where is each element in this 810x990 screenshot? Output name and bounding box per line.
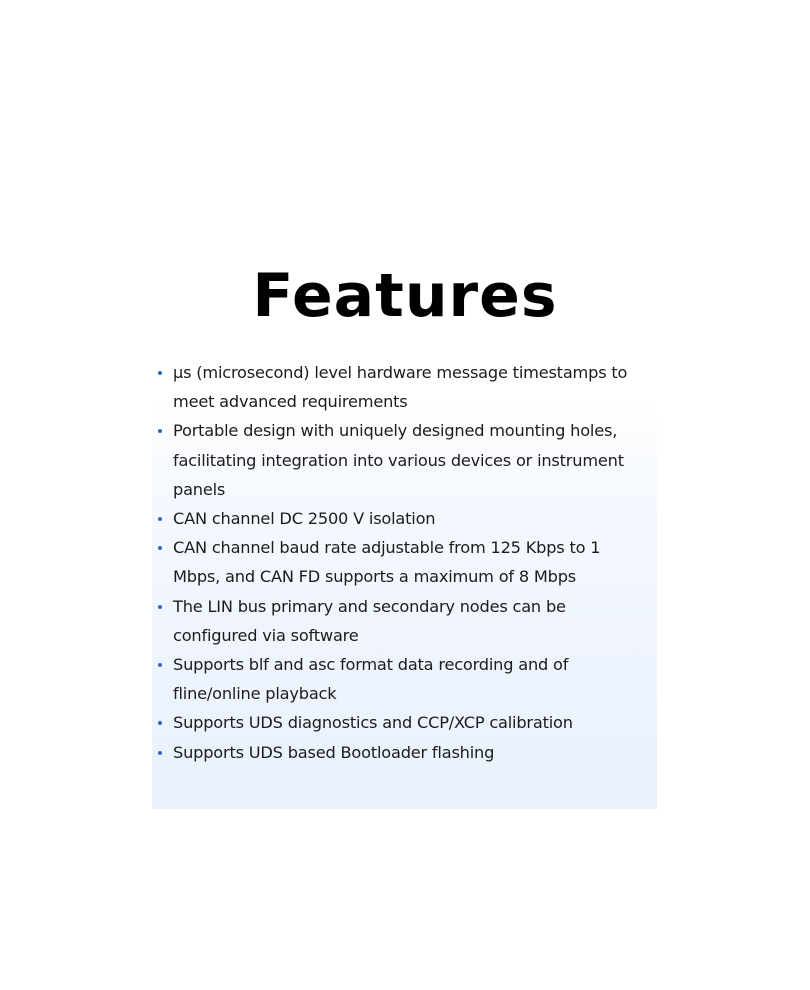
feature-item xyxy=(158,416,628,504)
bullet-icon xyxy=(158,751,162,755)
feature-text: The LIN bus primary and secondary nodes can be configured via software xyxy=(173,596,566,645)
bullet-icon xyxy=(158,546,162,550)
feature-item xyxy=(158,650,628,708)
feature-item xyxy=(158,533,628,591)
feature-text: Supports UDS based Bootloader flashing xyxy=(173,742,495,762)
page-title: Features xyxy=(252,261,558,331)
feature-text: Supports UDS diagnostics and CCP/XCP calibration xyxy=(173,713,573,733)
feature-item xyxy=(158,592,628,650)
bullet-icon xyxy=(158,371,162,375)
feature-item xyxy=(158,358,628,416)
feature-text: CAN channel baud rate adjustable from 125 Kbps to 1 Mbps, and CAN FD supports a maximum of 8 Mbps xyxy=(173,538,601,587)
feature-text: Supports blf and asc format data recording and of fline/online playback xyxy=(173,655,569,704)
feature-item xyxy=(158,504,628,533)
features-list xyxy=(158,358,628,767)
bullet-icon xyxy=(158,663,162,667)
feature-item xyxy=(158,738,628,767)
feature-text: µs (microsecond) level hardware message timestamps to meet advanced requirements xyxy=(173,363,628,412)
feature-item xyxy=(158,708,628,737)
bullet-icon xyxy=(158,429,162,433)
bullet-icon xyxy=(158,517,162,521)
feature-text: CAN channel DC 2500 V isolation xyxy=(173,509,436,529)
bullet-icon xyxy=(158,605,162,609)
feature-text: Portable design with uniquely designed mounting holes, facilitating integration into various devices or instrument panels xyxy=(173,421,624,499)
bullet-icon xyxy=(158,721,162,725)
